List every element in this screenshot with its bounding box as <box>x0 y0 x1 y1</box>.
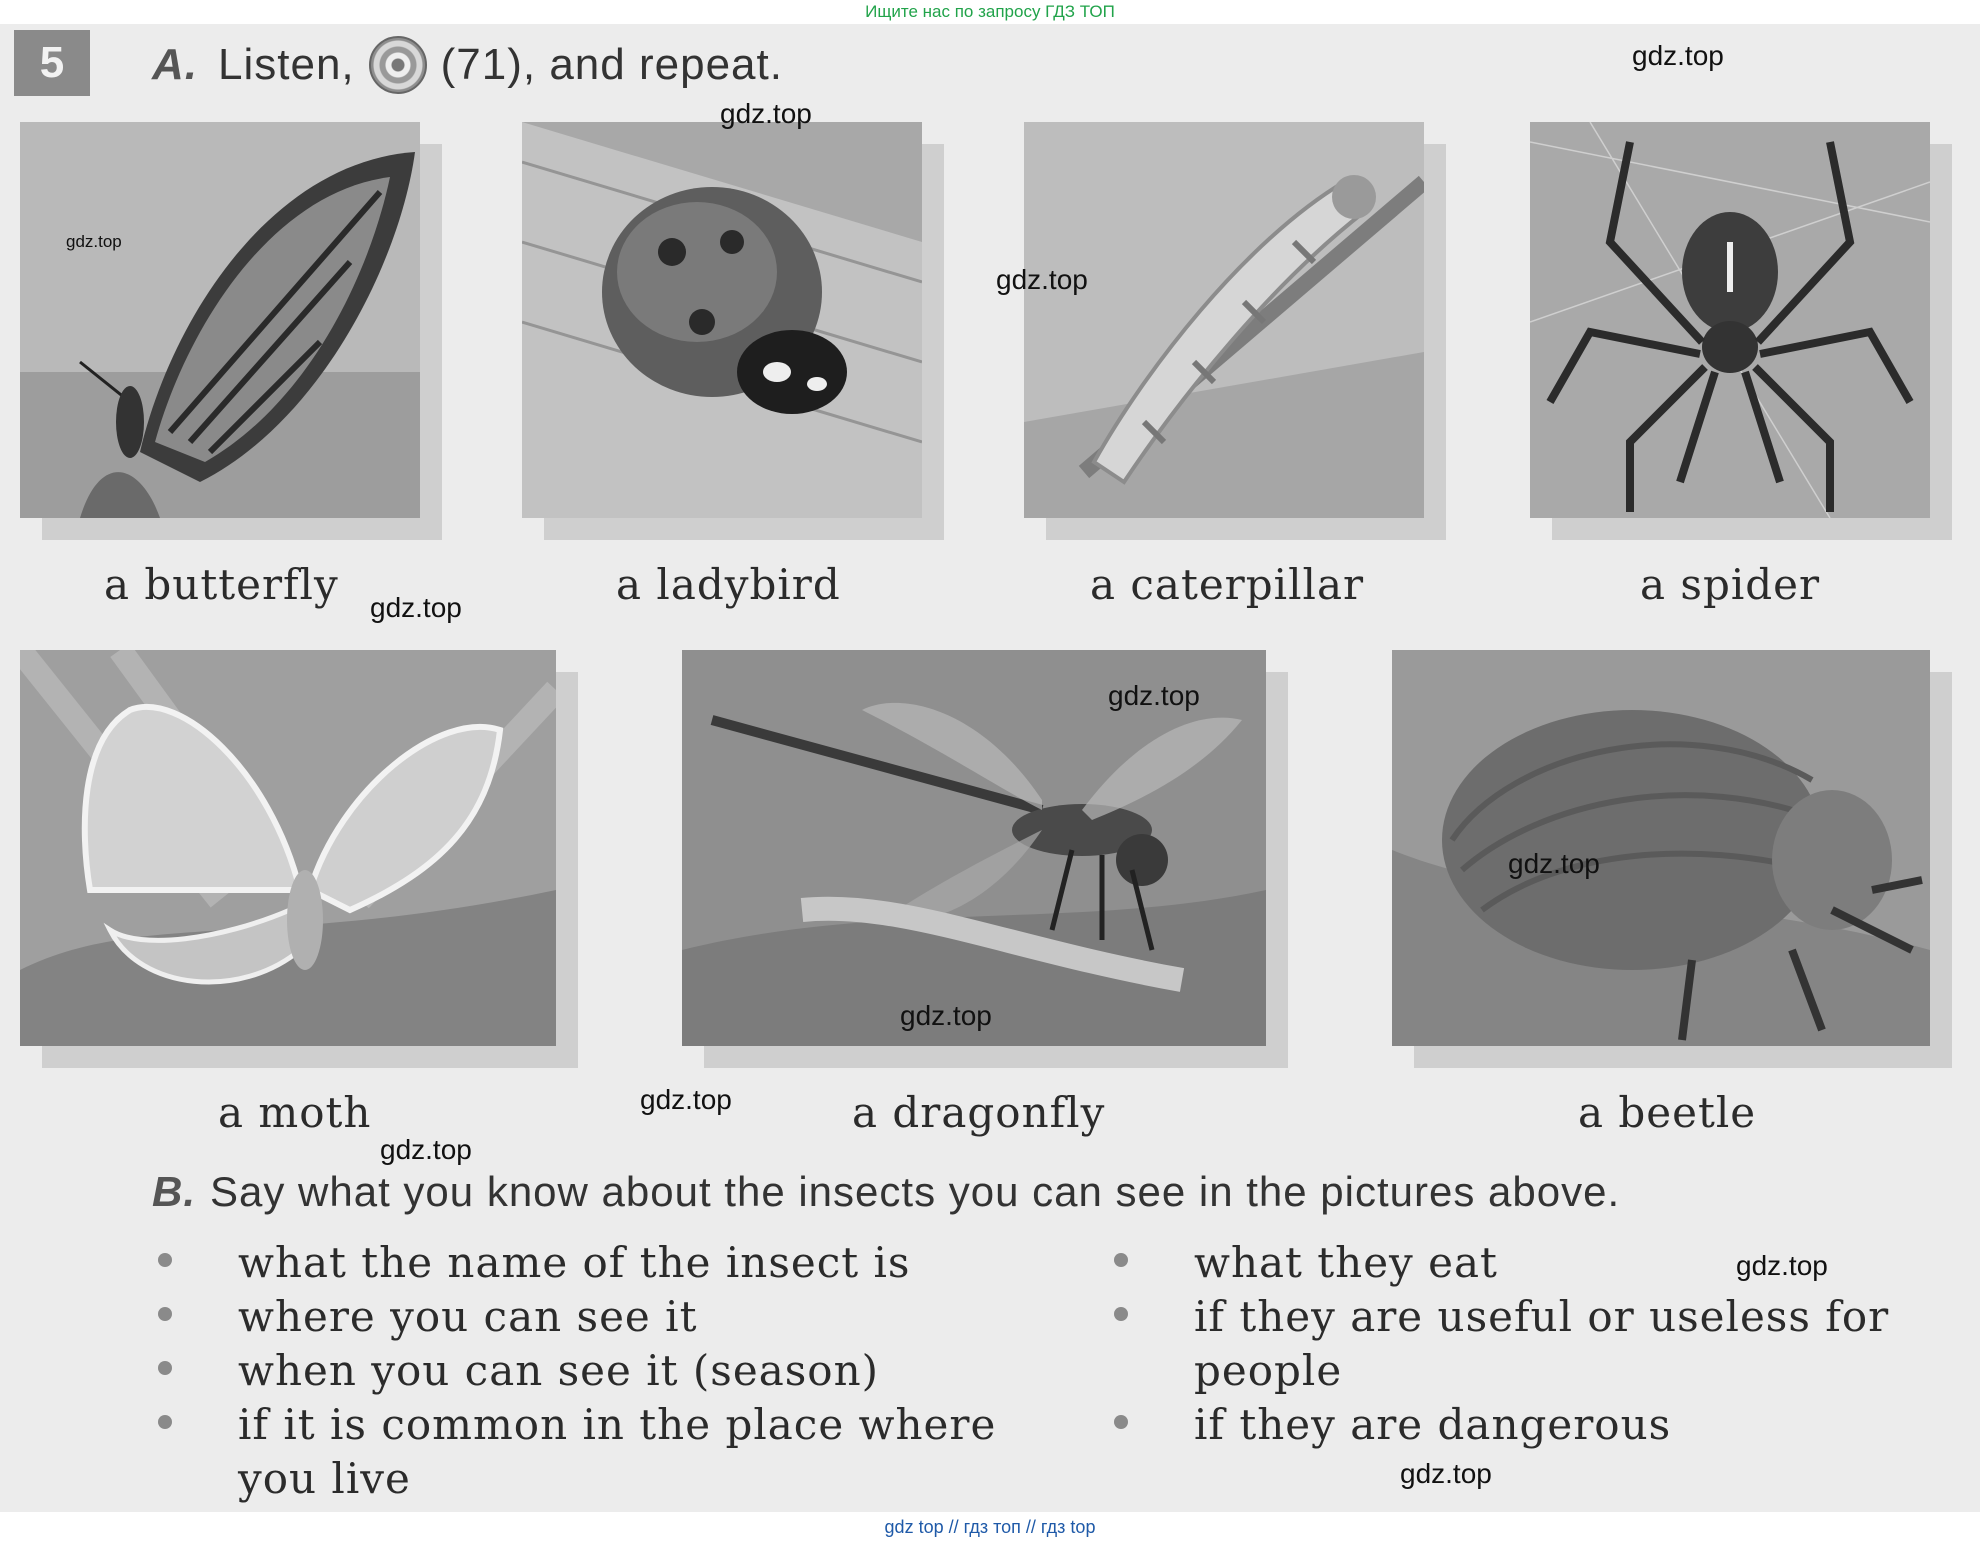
bullet-list-left <box>154 1236 1054 1506</box>
moth-illustration <box>20 650 556 1046</box>
caption-ladybird: a ladybird <box>616 560 841 609</box>
list-item <box>1110 1398 1970 1452</box>
list-item <box>1110 1236 1970 1290</box>
watermark: gdz.top <box>370 592 462 623</box>
butterfly-illustration <box>20 122 420 518</box>
list-item-text: if they are dangerous <box>1194 1400 1672 1449</box>
task-b-letter: B. <box>152 1168 196 1215</box>
watermark: gdz.top <box>1632 40 1724 71</box>
watermark: gdz.top <box>1508 848 1600 879</box>
bullet-dot-icon <box>1114 1307 1128 1321</box>
beetle-photo <box>1392 650 1930 1046</box>
list-item <box>154 1290 1054 1344</box>
watermark: gdz.top <box>1400 1458 1492 1489</box>
list-item <box>154 1236 1054 1290</box>
watermark: gdz.top <box>1108 680 1200 711</box>
task-a-letter: A. <box>152 40 198 89</box>
list-item <box>1110 1290 1954 1398</box>
bullet-list-right <box>1110 1236 1970 1452</box>
list-item <box>154 1344 1054 1398</box>
bullet-dot-icon <box>158 1307 172 1321</box>
list-item-text: if they are useful or useless for people <box>1194 1292 1890 1395</box>
watermark: gdz.top <box>66 232 122 251</box>
list-item-text: what they eat <box>1194 1238 1498 1287</box>
watermark: gdz.top <box>720 98 812 129</box>
watermark: gdz.top <box>900 1000 992 1031</box>
list-item-text: where you can see it <box>238 1292 698 1341</box>
caption-dragonfly: a dragonfly <box>852 1088 1106 1137</box>
task-a-text: Listen, <box>218 40 355 89</box>
top-banner[interactable]: Ищите нас по запросу ГДЗ ТОП <box>0 0 1980 24</box>
caption-spider: a spider <box>1640 560 1821 609</box>
caption-butterfly: a butterfly <box>104 560 339 609</box>
bullet-dot-icon <box>158 1415 172 1429</box>
list-item-text: if it is common in the place where you live <box>238 1400 997 1503</box>
bottom-banner[interactable]: gdz top // гдз топ // гдз top <box>0 1512 1980 1542</box>
list-item <box>154 1398 1018 1506</box>
bullet-dot-icon <box>158 1253 172 1267</box>
caption-beetle: a beetle <box>1578 1088 1757 1137</box>
watermark: gdz.top <box>1736 1250 1828 1281</box>
moth-photo <box>20 650 556 1046</box>
exercise-number: 5 <box>14 30 90 96</box>
task-b-text: Say what you know about the insects you can see in the pictures above. <box>210 1168 1621 1215</box>
caterpillar-illustration <box>1024 122 1424 518</box>
bullet-dot-icon <box>1114 1253 1128 1267</box>
caterpillar-photo <box>1024 122 1424 518</box>
caption-caterpillar: a caterpillar <box>1090 560 1365 609</box>
bullet-dot-icon <box>1114 1415 1128 1429</box>
caption-moth: a moth <box>218 1088 372 1137</box>
task-a-heading <box>152 36 783 94</box>
watermark: gdz.top <box>380 1134 472 1165</box>
ladybird-illustration <box>522 122 922 518</box>
watermark: gdz.top <box>996 264 1088 295</box>
spider-photo <box>1530 122 1930 518</box>
spider-illustration <box>1530 122 1930 518</box>
list-item-text: what the name of the insect is <box>238 1238 911 1287</box>
beetle-illustration <box>1392 650 1930 1046</box>
cd-icon[interactable] <box>369 36 427 94</box>
butterfly-photo <box>20 122 420 518</box>
bullet-dot-icon <box>158 1361 172 1375</box>
list-item-text: when you can see it (season) <box>238 1346 880 1395</box>
task-a-track: (71), and repeat. <box>440 40 783 89</box>
task-b-heading <box>152 1168 1620 1216</box>
watermark: gdz.top <box>640 1084 732 1115</box>
ladybird-photo <box>522 122 922 518</box>
